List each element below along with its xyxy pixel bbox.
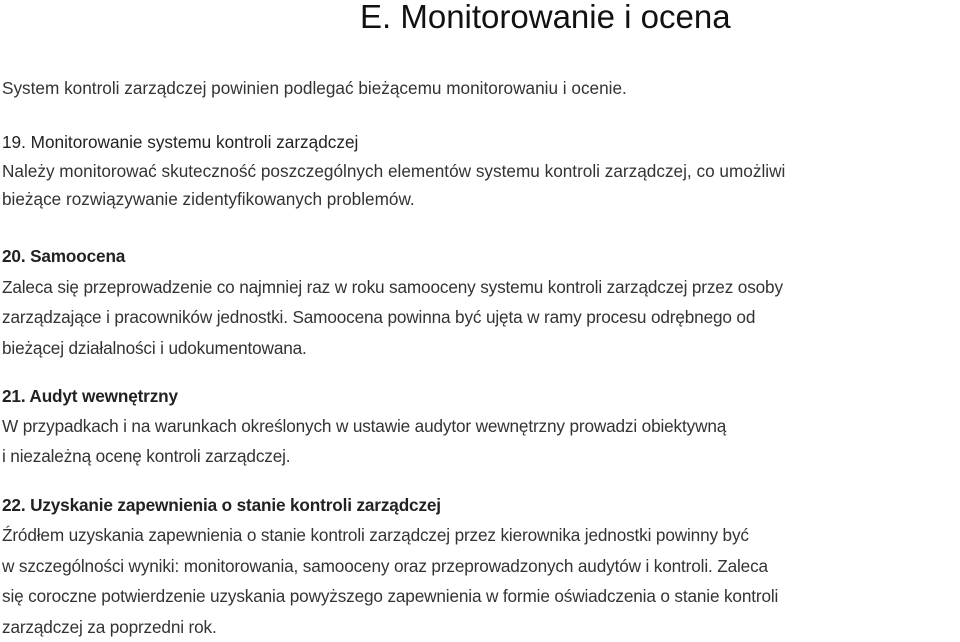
section-text-line: bieżącej działalności i udokumentowana.: [2, 337, 307, 358]
section-text-line: w szczególności wyniki: monitorowania, samooceny oraz przeprowadzonych audytów i kontroli. Zaleca: [2, 555, 768, 576]
section-text-line: i niezależną ocenę kontroli zarządczej.: [2, 446, 291, 466]
section-text-line: się coroczne potwierdzenie uzyskania powyższego zapewnienia w formie oświadczenia o stanie kontroli: [2, 586, 779, 607]
section-heading: 22. Uzyskanie zapewnienia o stanie kontroli zarządczej: [2, 495, 441, 515]
section-20-self-assessment: [2, 241, 960, 363]
section-heading: 20. Samoocena: [2, 246, 126, 266]
section-21-internal-audit: [2, 381, 960, 471]
section-text-line: Należy monitorować skuteczność poszczególnych elementów systemu kontroli zarządczej, co umożliwi: [2, 160, 786, 181]
section-heading: 21. Audyt wewnętrzny: [2, 386, 178, 406]
section-22-assurance: [2, 490, 960, 642]
section-text-line: bieżące rozwiązywanie zidentyfikowanych problemów.: [2, 189, 415, 209]
section-text-line: zarządzające i pracowników jednostki. Samoocena powinna być ujęta w ramy procesu odrębnego od: [2, 307, 756, 327]
page-title: E. Monitorowanie i ocena: [360, 0, 731, 35]
section-text-line: zarządczej za poprzedni rok.: [2, 616, 217, 637]
section-heading: 19. Monitorowanie systemu kontroli zarządczej: [2, 132, 359, 152]
intro-paragraph: System kontroli zarządczej powinien podlegać bieżącemu monitorowaniu i ocenie.: [2, 78, 627, 98]
section-text-line: W przypadkach i na warunkach określonych w ustawie audytor wewnętrzny prowadzi obiektywną: [2, 416, 727, 436]
section-19-monitoring: [2, 128, 960, 214]
section-text-line: Zaleca się przeprowadzenie co najmniej raz w roku samooceny systemu kontroli zarządczej przez osoby: [2, 276, 783, 297]
section-text-line: Źródłem uzyskania zapewnienia o stanie kontroli zarządczej przez kierownika jednostki powinny być: [2, 525, 749, 546]
